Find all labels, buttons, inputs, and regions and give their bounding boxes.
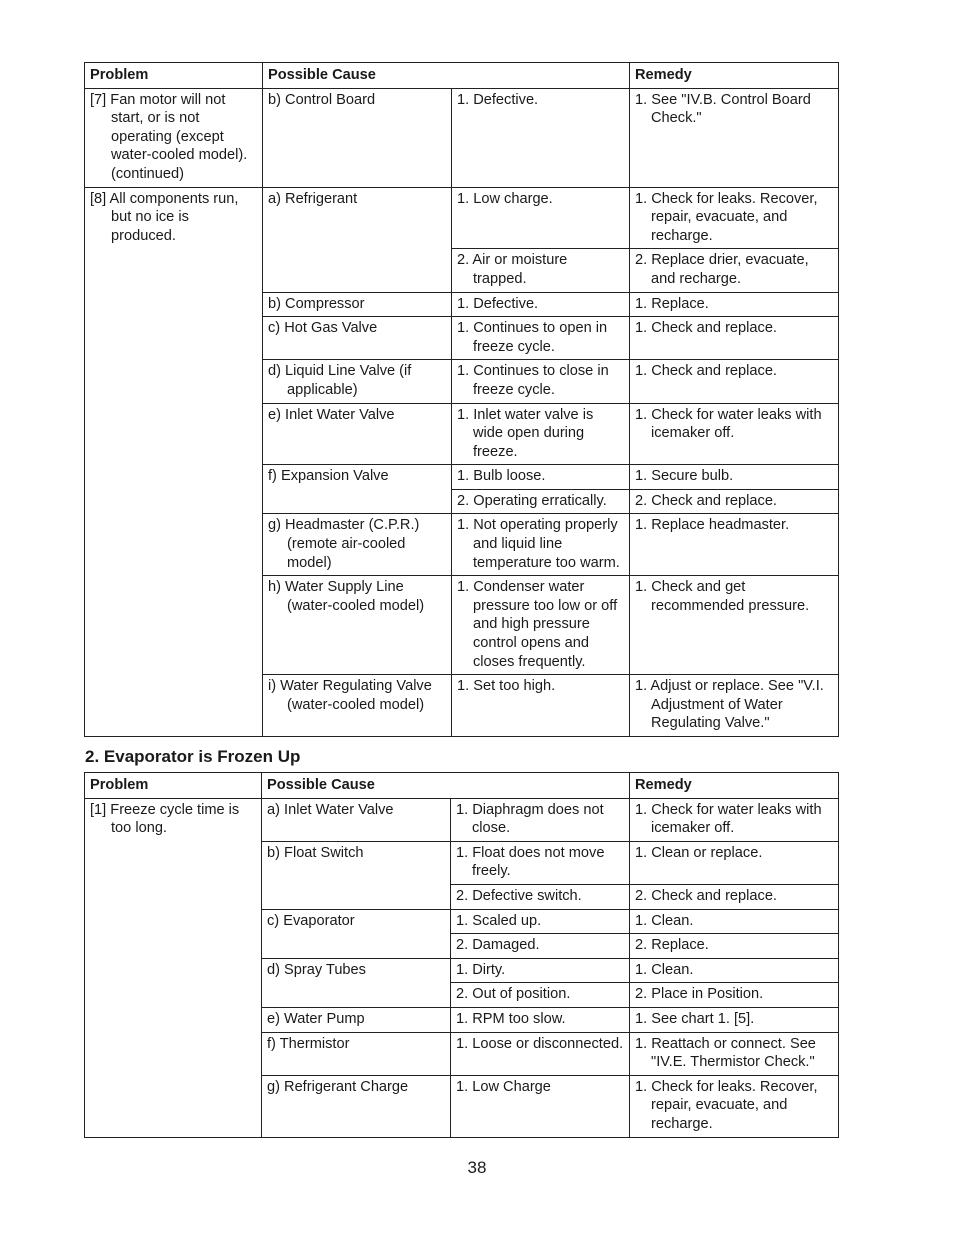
detail-cell: [452, 249, 630, 292]
remedy-text: 2. Check and replace.: [635, 887, 777, 904]
detail-text: 1. Bulb loose.: [457, 468, 546, 485]
cause-cell: [263, 292, 452, 317]
remedy-text: 2. Place in Position.: [635, 986, 764, 1003]
problem-text: [1] Freeze cycle time is too long.: [90, 801, 240, 837]
remedy-text: 1. See "IV.B. Control Board Check.": [635, 91, 811, 127]
cause-cell: [263, 465, 452, 514]
remedy-text: 2. Replace drier, evacuate, and recharge.: [635, 252, 809, 287]
remedy-text: 1. Clean.: [635, 912, 694, 929]
section-title: 2. Evaporator is Frozen Up: [85, 747, 301, 766]
remedy-cell: [630, 187, 839, 249]
header-possible-cause: Possible Cause: [262, 773, 630, 799]
cause-text: c) Evaporator: [267, 912, 355, 929]
detail-text: 1. Defective.: [457, 295, 539, 312]
cause-text: e) Inlet Water Valve: [268, 406, 395, 423]
cause-text: b) Compressor: [268, 295, 365, 312]
detail-cell: [451, 983, 630, 1008]
troubleshooting-table-2: [84, 772, 839, 1138]
detail-text: 2. Out of position.: [456, 986, 571, 1003]
detail-text: 1. Defective.: [457, 91, 539, 108]
remedy-cell: [630, 514, 839, 576]
detail-cell: [452, 489, 630, 514]
remedy-cell: [630, 884, 839, 909]
detail-text: 1. Condenser water pressure too low or off and high pressure control opens and closes frequently.: [457, 579, 618, 670]
cause-text: d) Liquid Line Valve (if applicable): [268, 363, 412, 398]
remedy-cell: [630, 465, 839, 490]
remedy-text: 1. Check and get recommended pressure.: [635, 579, 810, 614]
table-header-row: [85, 773, 839, 799]
detail-cell: [451, 1007, 630, 1032]
problem-cell: [85, 187, 263, 736]
remedy-text: 1. See chart 1. [5].: [635, 1010, 755, 1027]
remedy-text: 1. Check for water leaks with icemaker off.: [635, 406, 822, 442]
remedy-text: 1. Check and replace.: [635, 320, 777, 337]
cause-cell: [263, 675, 452, 737]
remedy-cell: [630, 576, 839, 675]
cause-text: e) Water Pump: [267, 1010, 365, 1027]
header-problem: Problem: [85, 63, 263, 89]
detail-cell: [452, 514, 630, 576]
problem-cell: [85, 88, 263, 187]
cause-cell: [263, 403, 452, 465]
cause-text: b) Control Board: [268, 91, 376, 108]
detail-text: 1. Low charge.: [457, 190, 553, 207]
detail-text: 2. Air or moisture trapped.: [457, 252, 568, 287]
table-body: [85, 798, 839, 1137]
detail-cell: [452, 576, 630, 675]
detail-cell: [452, 317, 630, 360]
table-body: [85, 88, 839, 736]
remedy-cell: [630, 798, 839, 841]
header-remedy: Remedy: [630, 63, 839, 89]
cause-cell: [262, 958, 451, 1007]
remedy-cell: [630, 360, 839, 403]
cause-cell: [263, 360, 452, 403]
cause-cell: [262, 1007, 451, 1032]
remedy-text: 1. Secure bulb.: [635, 468, 734, 485]
table-row: [85, 88, 839, 187]
remedy-text: 1. Check for leaks. Recover, repair, evacuate, and recharge.: [635, 1078, 818, 1132]
detail-text: 1. Continues to open in freeze cycle.: [457, 320, 608, 355]
page-number: 38: [467, 1158, 487, 1177]
remedy-cell: [630, 1075, 839, 1137]
remedy-cell: [630, 88, 839, 187]
detail-cell: [451, 798, 630, 841]
cause-text: b) Float Switch: [267, 844, 364, 861]
table-header-row: [85, 63, 839, 89]
detail-cell: [451, 884, 630, 909]
remedy-text: 1. Clean or replace.: [635, 844, 763, 861]
cause-text: f) Expansion Valve: [268, 468, 389, 485]
detail-text: 1. Dirty.: [456, 961, 506, 978]
remedy-cell: [630, 983, 839, 1008]
cause-cell: [263, 514, 452, 576]
cause-text: h) Water Supply Line (water-cooled model): [268, 579, 425, 614]
header-possible-cause: Possible Cause: [263, 63, 630, 89]
remedy-cell: [630, 1032, 839, 1075]
cause-text: f) Thermistor: [267, 1035, 350, 1052]
detail-cell: [451, 841, 630, 884]
remedy-cell: [630, 292, 839, 317]
detail-cell: [452, 292, 630, 317]
cause-cell: [262, 909, 451, 958]
remedy-text: 1. Check and replace.: [635, 363, 777, 380]
cause-text: a) Refrigerant: [268, 190, 358, 207]
detail-cell: [452, 360, 630, 403]
cause-cell: [263, 317, 452, 360]
cause-cell: [262, 841, 451, 909]
remedy-cell: [630, 958, 839, 983]
remedy-cell: [630, 249, 839, 292]
detail-cell: [452, 675, 630, 737]
troubleshooting-table-1: [84, 62, 839, 737]
remedy-cell: [630, 841, 839, 884]
detail-cell: [452, 403, 630, 465]
detail-cell: [452, 187, 630, 249]
detail-text: 1. Loose or disconnected.: [456, 1035, 624, 1052]
cause-text: i) Water Regulating Valve (water-cooled model): [268, 678, 432, 713]
detail-text: 1. Not operating properly and liquid line temperature too warm.: [457, 517, 620, 571]
detail-text: 2. Defective switch.: [456, 887, 582, 904]
detail-text: 1. Continues to close in freeze cycle.: [457, 363, 609, 398]
header-problem: Problem: [85, 773, 262, 799]
remedy-text: 1. Reattach or connect. See "IV.E. Thermistor Check.": [635, 1035, 816, 1071]
problem-cell: [85, 798, 262, 1137]
remedy-text: 2. Check and replace.: [635, 492, 777, 509]
detail-text: 1. Low Charge: [456, 1078, 551, 1095]
problem-text: [8] All components run, but no ice is produced.: [90, 190, 239, 244]
detail-text: 1. Float does not move freely.: [456, 844, 605, 880]
remedy-text: 1. Replace headmaster.: [635, 517, 790, 534]
remedy-text: 2. Replace.: [635, 937, 709, 954]
detail-text: 1. RPM too slow.: [456, 1010, 566, 1027]
cause-text: a) Inlet Water Valve: [267, 801, 394, 818]
detail-cell: [451, 1075, 630, 1137]
detail-text: 1. Scaled up.: [456, 912, 542, 929]
problem-text: [7] Fan motor will not start, or is not operating (except water-cooled model). (continued): [90, 91, 248, 182]
table-row: [85, 187, 839, 249]
detail-text: 2. Damaged.: [456, 937, 540, 954]
cause-cell: [263, 576, 452, 675]
detail-text: 1. Inlet water valve is wide open during freeze.: [457, 406, 594, 460]
cause-text: d) Spray Tubes: [267, 961, 366, 978]
remedy-text: 1. Replace.: [635, 295, 709, 312]
detail-cell: [451, 1032, 630, 1075]
remedy-text: 1. Check for water leaks with icemaker off.: [635, 801, 822, 837]
detail-cell: [451, 934, 630, 959]
cause-text: g) Refrigerant Charge: [267, 1078, 409, 1095]
cause-cell: [263, 187, 452, 292]
detail-text: 1. Set too high.: [457, 678, 556, 695]
remedy-cell: [630, 934, 839, 959]
remedy-cell: [630, 489, 839, 514]
cause-cell: [263, 88, 452, 187]
remedy-cell: [630, 909, 839, 934]
detail-text: 1. Diaphragm does not close.: [456, 801, 604, 837]
detail-text: 2. Operating erratically.: [457, 492, 607, 509]
cause-cell: [262, 1032, 451, 1075]
detail-cell: [452, 88, 630, 187]
remedy-text: 1. Clean.: [635, 961, 694, 978]
remedy-cell: [630, 403, 839, 465]
table-row: [85, 798, 839, 841]
remedy-text: 1. Adjust or replace. See "V.I. Adjustment of Water Regulating Valve.": [635, 678, 824, 732]
cause-text: g) Headmaster (C.P.R.) (remote air-cooled model): [268, 517, 420, 571]
header-remedy: Remedy: [630, 773, 839, 799]
cause-cell: [262, 798, 451, 841]
remedy-text: 1. Check for leaks. Recover, repair, evacuate, and recharge.: [635, 190, 818, 244]
detail-cell: [451, 958, 630, 983]
detail-cell: [452, 465, 630, 490]
remedy-cell: [630, 1007, 839, 1032]
detail-cell: [451, 909, 630, 934]
cause-cell: [262, 1075, 451, 1137]
remedy-cell: [630, 317, 839, 360]
cause-text: c) Hot Gas Valve: [268, 320, 378, 337]
remedy-cell: [630, 675, 839, 737]
